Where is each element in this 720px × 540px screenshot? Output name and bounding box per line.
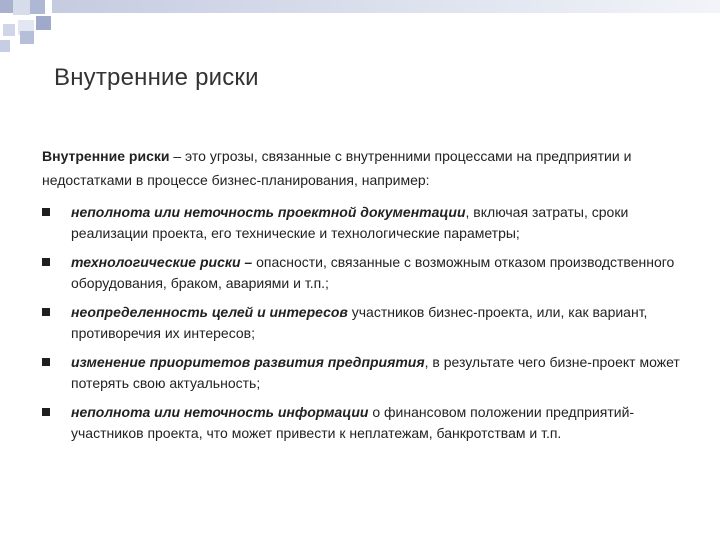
item-text: участников бизнес-проекта, или, как вариант, противоречия их интересов; [71,304,648,341]
slide-title: Внутренние риски [54,64,259,91]
item-text: , в результате чего бизне-проект может потерять свою актуальность; [71,354,680,391]
square-bullet-icon [42,408,50,416]
item-term: технологические риски – [71,254,253,270]
item-text: о финансовом положении предприятий-участников проекта, что может привести к неплатежам, банкротствам и т.п. [71,404,635,441]
list-item [42,302,682,344]
decor-square [0,40,10,52]
intro-paragraph [42,144,662,192]
square-bullet-icon [42,258,50,266]
risk-list [42,202,682,452]
square-bullet-icon [42,358,50,366]
decor-square [36,16,51,30]
square-bullet-icon [42,308,50,316]
list-item [42,402,682,444]
list-item [42,252,682,294]
item-text: опасности, связанные с возможным отказом производственного оборудования, браком, авариями и т.п.; [71,254,675,291]
item-term: неполнота или неточность информации [71,404,369,420]
decor-square [20,31,34,44]
list-item [42,202,682,244]
list-item [42,352,682,394]
item-term: изменение приоритетов развития предприятия [71,354,425,370]
intro-text: – это угрозы, связанные с внутренними процессами на предприятии и недостатками в процессе бизнес-планирования, например: [42,148,632,188]
item-term: неопределенность целей и интересов [71,304,348,320]
decor-square [3,24,15,36]
decor-square [13,0,30,15]
item-term: неполнота или неточность проектной документации [71,204,466,220]
item-text: , включая затраты, сроки реализации проекта, его технические и технологические параметры; [71,204,629,241]
square-bullet-icon [42,208,50,216]
header-band [52,0,720,13]
decor-square [0,0,13,13]
decor-square [30,0,45,14]
intro-term: Внутренние риски [42,148,170,164]
